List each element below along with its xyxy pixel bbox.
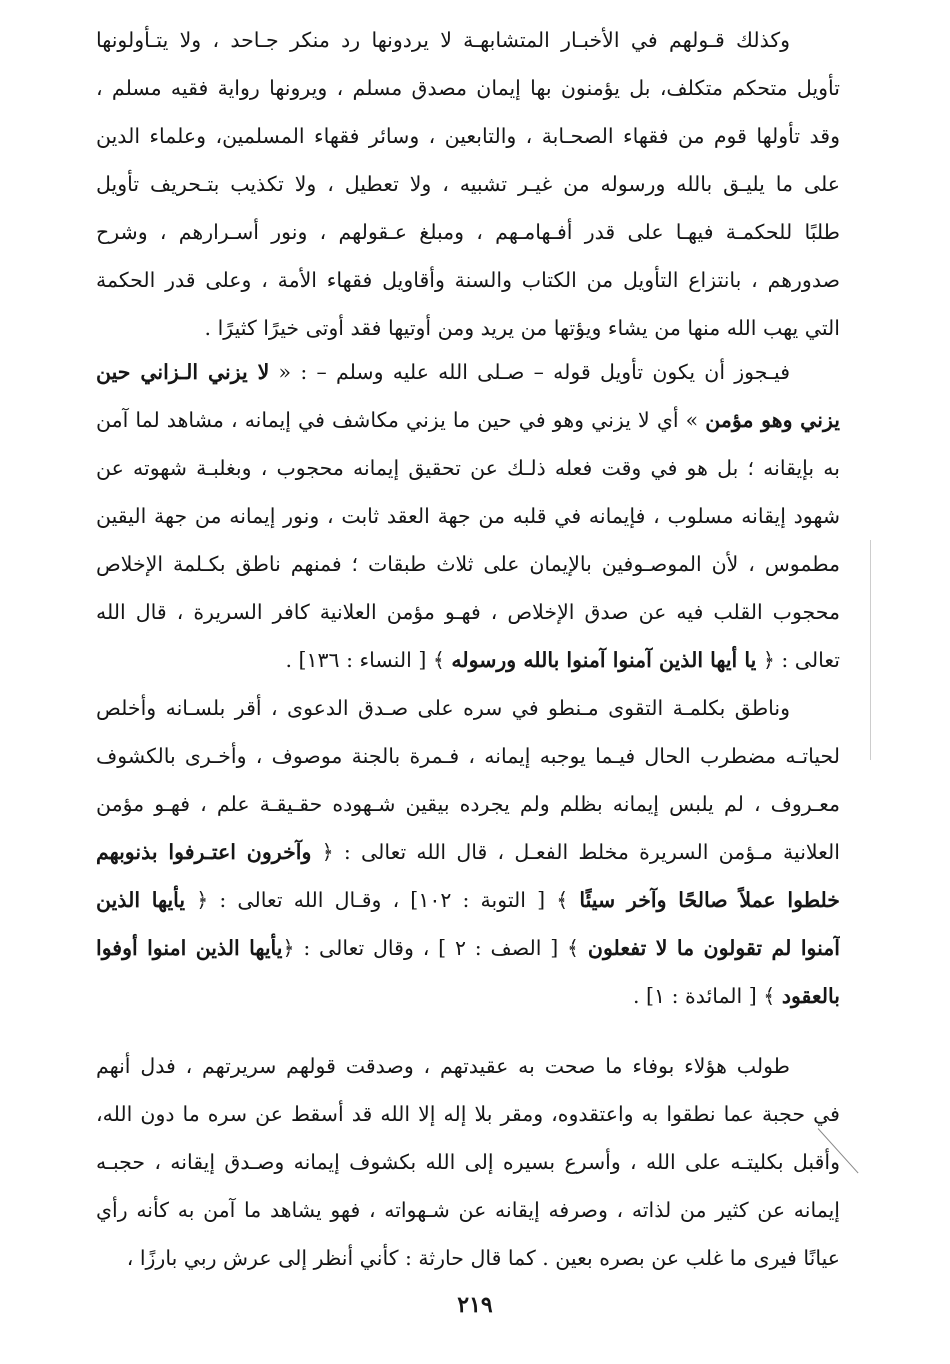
text-run: ﴾ [ الصف : ٢ ] ، وقال تعالى : ﴿ (282, 936, 588, 960)
text-line (96, 64, 840, 112)
scan-margin-shadow (870, 540, 871, 760)
text-run: تأويل متحكم متكلف، بل يؤمنون بها إيمان مصدق مسلم ، ويرونها رواية فقيه مسلم ، (96, 76, 840, 100)
quoted-text: خلطوا عملاً صالحًا وآخر سيئًا (579, 888, 840, 912)
text-run: صدورهم ، بانتزاع التأويل من الكتاب والسنة وأقاويل فقهاء الأمة ، وعلى قدر الحكمة (96, 268, 840, 292)
text-run: لحياتـه مضطرب الحال فيـما يوجبه إيمانه ، فـمرة بالجنة موصوف ، وأخـرى بالكشوف (96, 744, 840, 768)
text-line (96, 1090, 840, 1138)
text-line (96, 16, 840, 64)
text-run: محجوب القلب فيه عن صدق الإخلاص ، فهـو مؤمن العلانية كافر السريرة ، قال الله (96, 600, 840, 624)
text-line (96, 540, 840, 588)
text-run: معـروف ، لم يلبس إيمانه بظلم ولم يجرده بيقين شـهوده حقـيقـة علم ، فهـو مؤمن (96, 792, 840, 816)
quoted-text: بالعقود (781, 984, 840, 1008)
quoted-text: يأيها الذين امنوا أوفوا (96, 936, 283, 960)
text-run: ﴾ [ التوبة : ١٠٢] ، وقـال الله تعالى : ﴿ (185, 888, 580, 912)
text-line (96, 876, 840, 924)
text-line (96, 1186, 840, 1234)
quoted-text: يا أيها الذين آمنوا آمنوا بالله ورسوله (451, 648, 757, 672)
text-line (96, 112, 840, 160)
text-line (96, 588, 840, 636)
page-number: ٢١٩ (457, 1292, 493, 1318)
text-run: مطموس ، لأن الموصـوفين بالإيمان على ثلاث طبقات ؛ فمنهم ناطق بكـلمة الإخلاص (96, 552, 840, 576)
text-run: ﴾ [ المائدة : ١] . (633, 984, 782, 1008)
text-run: وكذلك قـولهم في الأخبـار المتشابهـة لا يردونها رد منكر جـاحد ، ولا يتـأولونها (96, 28, 790, 52)
text-run: العلانية مـؤمن السريرة مخلط الفعـل ، قال الله تعالى : ﴿ (311, 840, 840, 864)
quoted-text: يزني وهو مؤمن (705, 408, 840, 432)
text-line (96, 444, 840, 492)
text-line (96, 160, 840, 208)
text-run: فيـجوز أن يكون تأويل قوله – صـلى الله عليه وسلم – : « (269, 360, 790, 384)
paragraph (96, 16, 840, 352)
text-run: وأقبل بكليتـه على الله ، وأسرع بسيره إلى الله بكشوف إيمانه وصـدق إيقانه ، حجبـه (96, 1150, 840, 1174)
text-line (96, 636, 840, 684)
text-line (96, 304, 840, 352)
text-line (96, 396, 840, 444)
text-line (96, 348, 840, 396)
text-run: ﴾ [ النساء : ١٣٦] . (285, 648, 452, 672)
quoted-text: وآخرون اعتـرفوا بذنوبهم (96, 840, 312, 864)
paragraph (96, 1042, 840, 1282)
text-line (96, 780, 840, 828)
text-run: طلبًا للحكمـة فيهـا على قدر أفـهامـهم ، ومبلغ عـقولهم ، ونور أسـرارهم ، وشرح (96, 220, 840, 244)
text-run: إيمانه عن كثير من لذاته ، وصرفه إيقانه عن شـهواته ، فهو يشاهد ما آمن به كأنه رأي (96, 1198, 840, 1222)
quoted-text: يأيها الذين (96, 888, 186, 912)
text-run: وقد تأولها قوم من فقهاء الصحـابة ، والتابعين ، وسائر فقهاء المسلمين، وعلماء الدين (96, 124, 840, 148)
text-run: وناطق بكلمـة التقوى مـنطو في سره على صـدق الدعوى ، أقر بلسـانه وأخلص (96, 696, 790, 720)
quoted-text: آمنوا لم تقولون ما لا تفعلون (587, 936, 840, 960)
text-run: التي يهب الله منها من يشاء ويؤتها من يريد ومن أوتيها فقد أوتى خيرًا كثيرًا . (204, 316, 840, 340)
text-line (96, 208, 840, 256)
paragraph (96, 684, 840, 1020)
text-line (96, 732, 840, 780)
text-run: في حجبة عما نطقوا به واعتقدوه، ومقر بلا إله إلا الله قد أسقط عن سره ما دون الله، (96, 1102, 840, 1126)
text-line (96, 684, 840, 732)
text-line (96, 924, 840, 972)
text-line (96, 972, 840, 1020)
text-run: تعالى : ﴿ (756, 648, 840, 672)
text-line (96, 1042, 840, 1090)
text-line (96, 1138, 840, 1186)
text-line (96, 492, 840, 540)
text-run: به بإيقانه ؛ بل هو في وقت فعله ذلـك عن تحقيق إيمانه محجوب ، وبغلبـة شهوته عن (96, 456, 840, 480)
text-line (96, 1234, 840, 1282)
text-line (96, 828, 840, 876)
text-run: عيانًا فيرى ما غلب عن بصره بعين . كما قال حارثة : كأني أنظر إلى عرش ربي بارزًا ، (126, 1246, 840, 1270)
quoted-text: لا يزني الـزاني حين (96, 360, 270, 384)
text-run: على ما يليـق بالله ورسوله من غيـر تشبيه ، ولا تعطيل ، ولا تكذيب بتـحريف تأويل (96, 172, 840, 196)
paragraph (96, 348, 840, 684)
text-run: » أي لا يزني وهو في حين ما يزني مكاشف في إيمانه ، مشاهد لما آمن (96, 408, 706, 432)
text-run: شهود إيقانه مسلوب ، فإيمانه في قلبه من جهة العقد ثابت ، ونور إيمانه من جهة اليقين (96, 504, 840, 528)
text-run: طولب هؤلاء بوفاء ما صحت به عقيدتهم ، وصدقت قولهم سريرتهم ، فدل أنهم (96, 1054, 790, 1078)
text-line (96, 256, 840, 304)
